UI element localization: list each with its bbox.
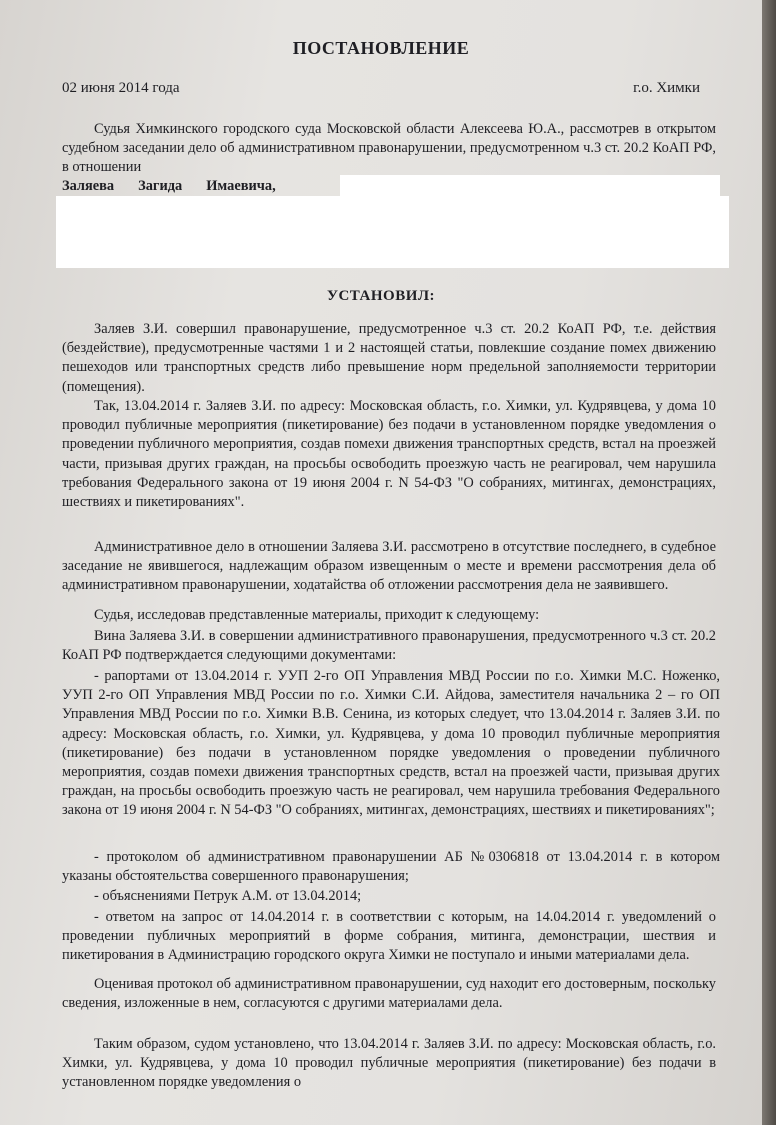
paragraph-conclusion: Таким образом, судом установлено, что 13.04.2014 г. Заляев З.И. по адресу: Московская область, г.о. Химки, ул. Кудрявцева, у дома 10 проводил публичные мероприятия (пикетирование) без подачи в установленном порядке уведомления о xyxy=(62,1036,716,1091)
redaction-block xyxy=(56,196,729,268)
redaction-strip xyxy=(340,175,720,197)
defendant-patronymic: Имаевича, xyxy=(206,178,276,194)
paragraph-guilt: Вина Заляева З.И. в совершении административного правонарушения, предусмотренного ч.3 ст. 20.2 КоАП РФ подтверждается следующими документами: xyxy=(62,628,716,664)
section-heading: УСТАНОВИЛ: xyxy=(326,288,436,304)
paragraph-explanations: - объяснениями Петрук А.М. от 13.04.2014; xyxy=(94,888,362,904)
paragraph-absence: Административное дело в отношении Заляева З.И. рассмотрено в отсутствие последнего, в судебное заседание не явившегося, надлежащим образом извещенным о месте и времени рассмотрения дела об административном правонарушении, ходатайства об отложении рассмотрения дела не заявившего. xyxy=(62,539,716,594)
paragraph-offense: Заляев З.И. совершил правонарушение, предусмотренное ч.3 ст. 20.2 КоАП РФ, т.е. действия (бездействие), предусмотренные частями 1 и 2 настоящей статьи, повлекшие создание помех движению пешеходов или транспортных средств либо превышение норм предельной заполняемости территории (помещения). xyxy=(62,321,716,395)
paragraph-protocol: - протоколом об административном правонарушении АБ №0306818 от 13.04.2014 г. в котором указаны обстоятельства совершенного правонарушения; xyxy=(62,849,720,885)
document-place: г.о. Химки xyxy=(633,80,700,96)
paragraph-reports: - рапортами от 13.04.2014 г. УУП 2-го ОП Управления МВД России по г.о. Химки М.С. Ноженко, УУП 2-го ОП Управления МВД России по г.о. Химки С.И. Айдова, заместителя начальника 2 – го ОП Управления МВД России по г.о. Химки В.В. Сенина, из которых следует, что 13.04.2014 г. Заляев З.И. по адресу: Московская область, г.о. Химки, ул. Кудрявцева, у дома 10 проводил публичные мероприятия (пикетирование) без подачи в установленном порядке уведомления о проведении публичного мероприятия, создав помехи движения транспортных средств, встал на проезжей части, призывая других граждан, на просьбы освободить проезжую часть не реагировал, чем нарушила требования Федерального закона от 19 июня 2004 г. N 54-ФЗ "О собраниях, митингах, демонстрациях, шествиях и пикетированиях"; xyxy=(62,668,720,819)
paragraph-circumstances: Так, 13.04.2014 г. Заляев З.И. по адресу: Московская область, г.о. Химки, ул. Кудрявцева, у дома 10 проводил публичные мероприятия (пикетирование) без подачи в установленном порядке уведомления о проведении публичного мероприятия, создав помехи движения транспортных средств, встал на проезжей части, призывая других граждан, на просьбы освободить проезжую часть не реагировал, чем нарушила требования Федерального закона от 19 июня 2004 г. N 54-ФЗ "О собраниях, митингах, демонстрациях, шествиях и пикетированиях". xyxy=(62,398,716,511)
defendant-surname: Заляева xyxy=(62,178,115,194)
defendant-first-name: Загида xyxy=(138,178,183,194)
paragraph-response: - ответом на запрос от 14.04.2014 г. в соответствии с которым, на 14.04.2014 г. уведомлений о проведении публичных мероприятий в форме собрания, митинга, демонстрации, шествия и пикетирования в Администрацию городского округа Химки не поступало и иными материалами дела. xyxy=(62,909,716,964)
defendant-name xyxy=(62,178,276,195)
intro-paragraph: Судья Химкинского городского суда Московской области Алексеева Ю.А., рассмотрев в открытом судебном заседании дело об административном правонарушении, предусмотренном ч.3 ст. 20.2 КоАП РФ, в отношении xyxy=(62,121,716,176)
paragraph-assessment: Оценивая протокол об административном правонарушении, суд находит его достоверным, поскольку сведения, изложенные в нем, согласуются с другими материалами дела. xyxy=(62,976,716,1012)
date-place-line xyxy=(62,80,700,97)
page-edge-shadow xyxy=(762,0,776,1125)
document-title: ПОСТАНОВЛЕНИЕ xyxy=(292,38,470,58)
document-date: 02 июня 2014 года xyxy=(62,80,180,96)
paragraph-judge: Судья, исследовав представленные материалы, приходит к следующему: xyxy=(94,607,540,623)
